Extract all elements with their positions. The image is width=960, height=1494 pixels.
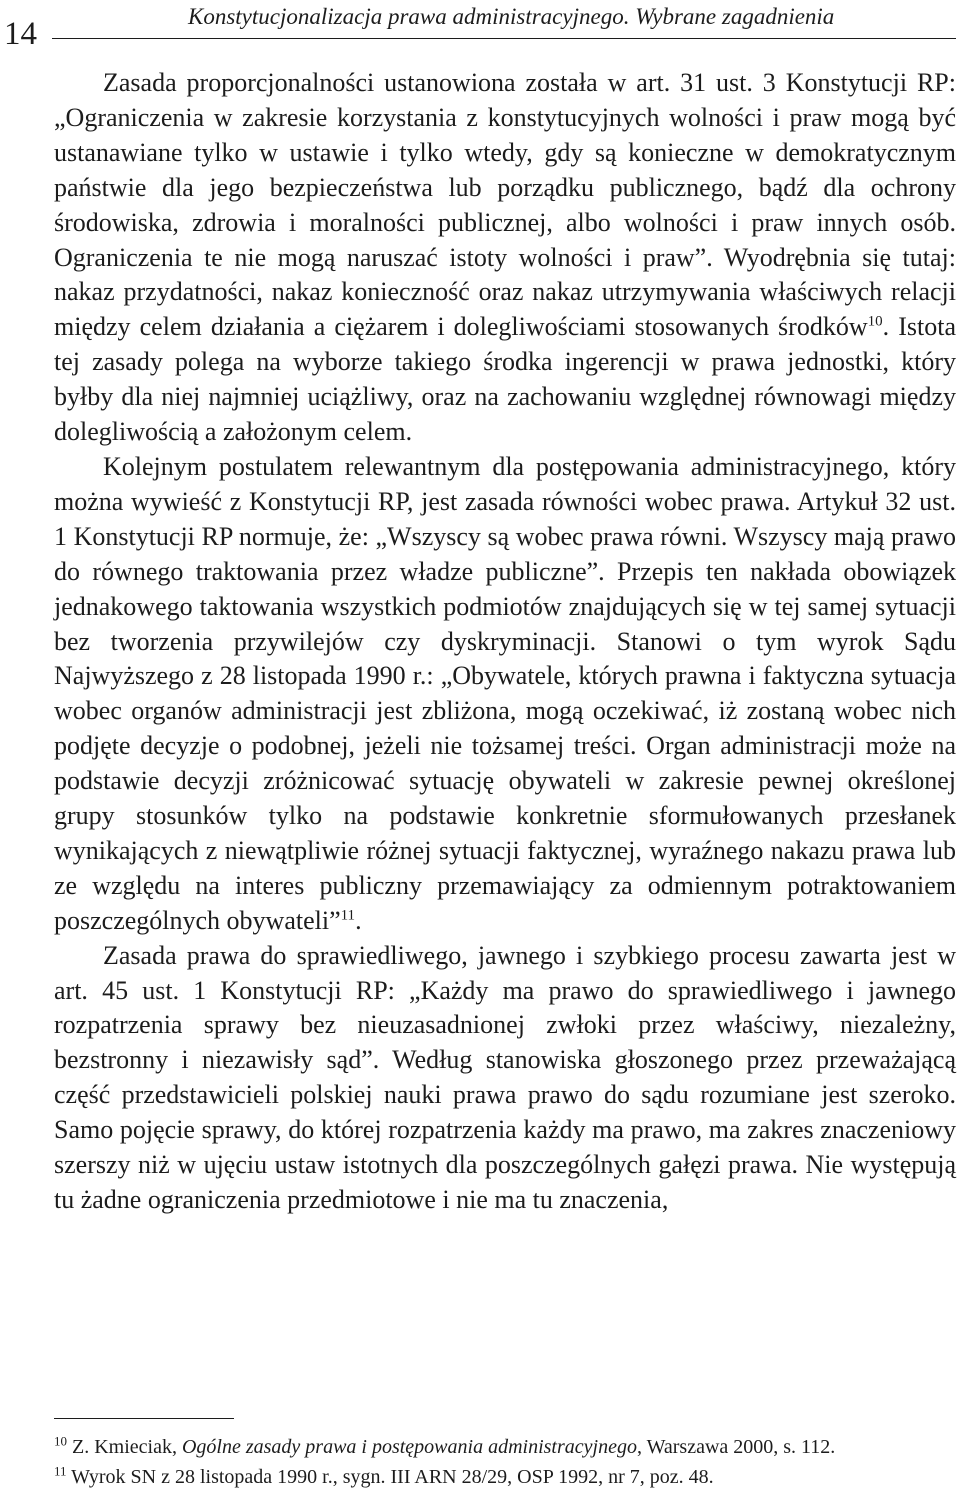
- paragraph-proportionality: [54, 66, 956, 450]
- footnote-10: [54, 1432, 956, 1462]
- footnote-rule: [54, 1418, 234, 1419]
- footnotes: [54, 1432, 956, 1492]
- paragraph-equality: [54, 450, 956, 939]
- page-number: 14: [4, 16, 37, 52]
- footnote-book-title: Ogólne zasady prawa i postępowania administracyjnego: [181, 1436, 637, 1458]
- paragraph-text: .: [355, 905, 362, 935]
- header-rule: [52, 38, 956, 39]
- paragraph-fair-trial: Zasada prawa do sprawiedliwego, jawnego i szybkiego procesu zawarta jest w art. 45 ust. 1 Konstytucji RP: „Każdy ma prawo do sprawiedliwego i jawnego rozpatrzenia sprawy bez nieuzasadnionej zwłoki przez właściwy, niezależny, bezstronny i niezawisły sąd”. Według stanowiska głoszonego przez przeważającą część przedstawicieli polskiej nauki prawa prawo do sądu rozumiane jest szeroko. Samo pojęcie sprawy, do której rozpatrzenia każdy ma prawo, ma zakres znaczeniowy szerszy niż w ujęciu ustaw istotnych dla poszczególnych gałęzi prawa. Nie występują tu żadne ograniczenia przedmiotowe i nie ma tu znaczenia,: [54, 940, 956, 1214]
- paragraph-text: Zasada proporcjonalności ustanowiona została w art. 31 ust. 3 Konstytucji RP: „Ograniczenia w zakresie korzystania z konstytucyjnych wolności i praw mogą być ustanawiane tylko w ustawie i tylko wtedy, gdy są konieczne w demokratycznym państwie dla jego bezpieczeństwa lub porządku publicznego, bądź dla ochrony środowiska, zdrowia i moralności publicznej, albo wolności i praw innych osób. Ograniczenia te nie mogą naruszać istoty wolności i praw”. Wyodrębnia się tutaj: nakaz przydatności, nakaz konieczność oraz nakaz utrzymywania właściwych relacji między celem działania a ciężarem i dolegliwościami stosowanych środków: [54, 68, 956, 342]
- footnote-text: , Warszawa 2000, s. 112.: [636, 1436, 836, 1458]
- page-header: [0, 0, 960, 60]
- footnote-ref-11[interactable]: 11: [340, 907, 356, 924]
- footnote-text: Z. Kmieciak,: [67, 1436, 182, 1458]
- footnote-11: [54, 1462, 956, 1492]
- body-text: [54, 66, 956, 1218]
- paragraph-text: Kolejnym postulatem relewantnym dla postępowania administracyjnego, który można wywieść z Konstytucji RP, jest zasada równości wobec prawa. Artykuł 32 ust. 1 Konstytucji RP normuje, że: „Wszyscy są wobec prawa równi. Wszyscy mają prawo do równego traktowania przez władze publiczne”. Przepis ten nakłada obowiązek jednakowego taktowania wszystkich podmiotów znajdujących się w tej samej sytuacji bez tworzenia przywilejów czy dyskryminacji. Stanowi o tym wyrok Sądu Najwyższego z 28 listopada 1990 r.: „Obywatele, których prawna i faktyczna sytuacja wobec organów administracji jest zbliżona, mogą oczekiwać, iż zostaną wobec nich podjęte decyzje o podobnej, jeżeli nie tożsamej treści. Organ administracji może na podstawie decyzji zróżnicować sytuację obywateli w zakresie pewnej określonej grupy stosunków tylko na podstawie konkretnie sformułowanych przesłanek wynikających z niewątpliwie różnej sytuacji faktycznej, wyraźnego nakazu prawa lub ze względu na interes publiczny przemawiający za odmiennym potraktowaniem poszczególnych obywateli”: [54, 451, 956, 935]
- paragraph-text: . Istota tej zasady polega na wyborze takiego środka ingerencji w prawa jednostki, który byłby dla niej najmniej uciążliwy, oraz na zachowaniu względnej równowagi między dolegliwością a założonym celem.: [54, 312, 956, 447]
- footnote-number: 11: [54, 1463, 67, 1479]
- footnote-number: 10: [54, 1433, 67, 1449]
- footnote-ref-10[interactable]: 10: [867, 313, 883, 330]
- running-title: Konstytucjonalizacja prawa administracyjnego. Wybrane zagadnienia: [188, 4, 835, 29]
- footnote-text: Wyrok SN z 28 listopada 1990 r., sygn. III ARN 28/29, OSP 1992, nr 7, poz. 48.: [66, 1466, 714, 1488]
